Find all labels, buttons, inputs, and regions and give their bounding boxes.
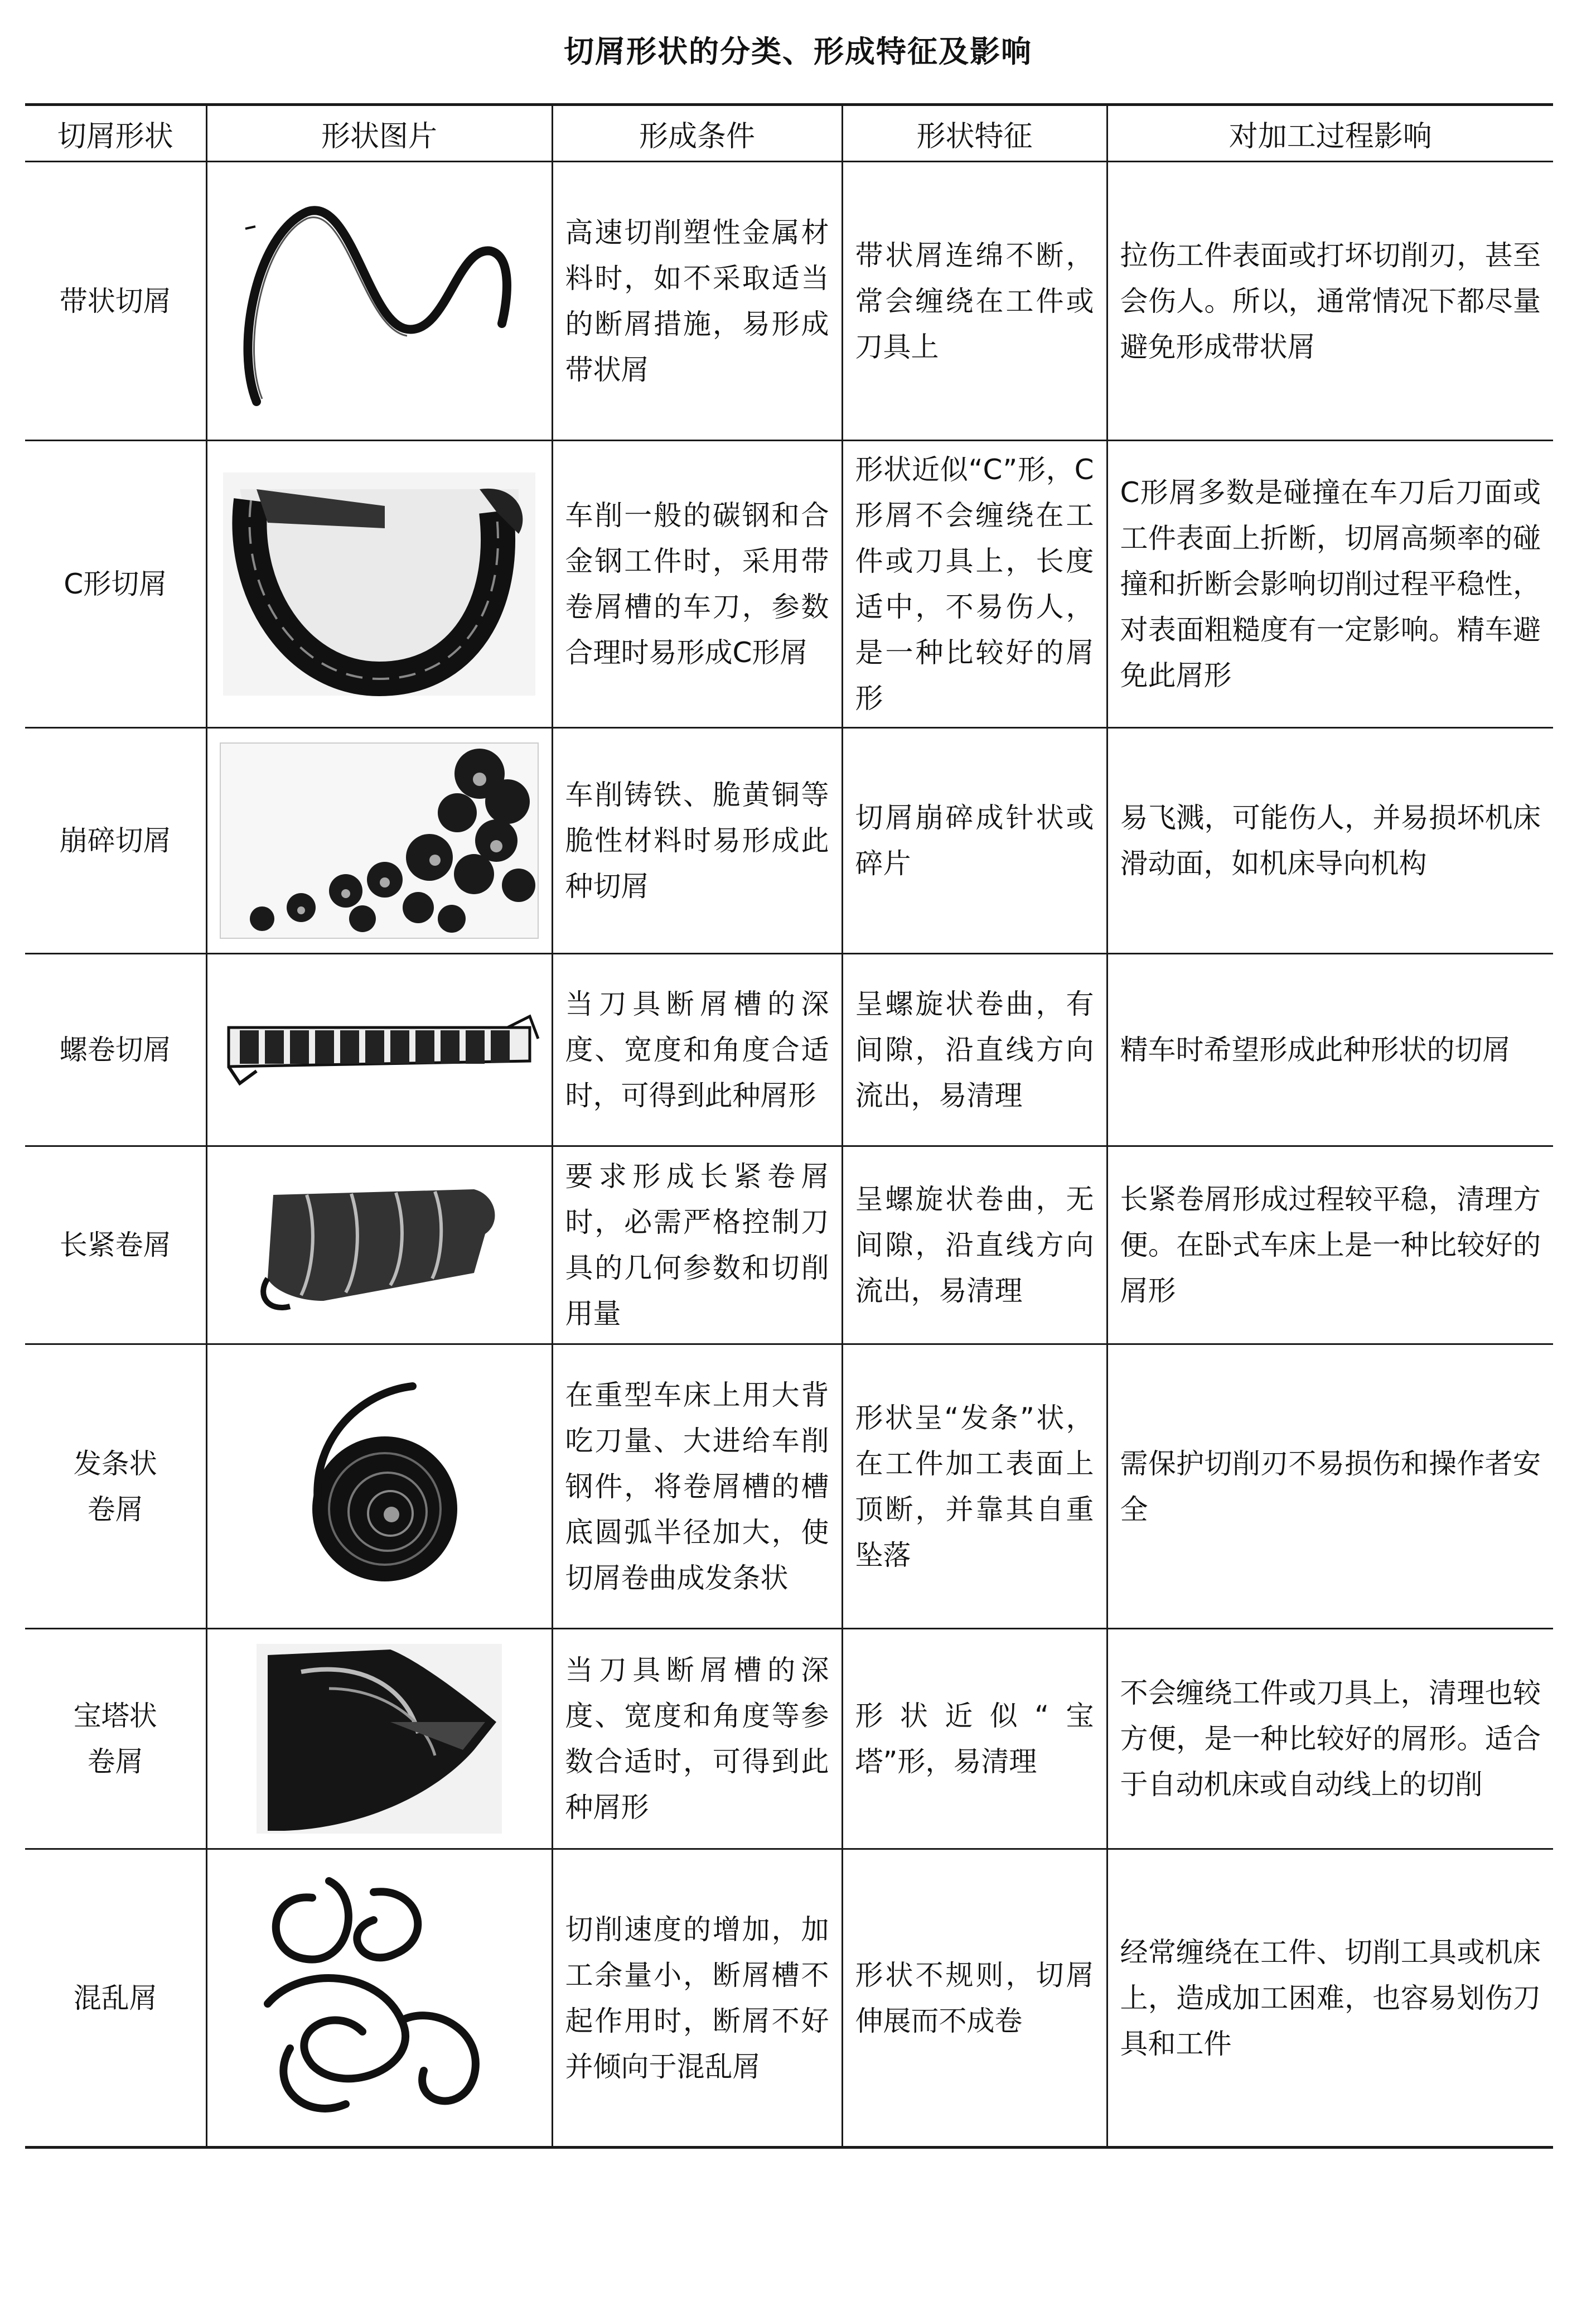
process-effect: 拉伤工件表面或打坏切削刃，甚至会伤人。所以，通常情况下都尽量避免形成带状屑 (1107, 162, 1553, 441)
formation-condition: 车削一般的碳钢和合金钢工件时，采用带卷屑槽的车刀，参数合理时易形成C形屑 (552, 441, 842, 728)
table-row (25, 1344, 1553, 1629)
chip-name: 崩碎切屑 (25, 728, 206, 954)
table-row (25, 441, 1553, 728)
table-header-row (25, 105, 1553, 162)
shape-feature: 呈螺旋状卷曲，有间隙，沿直线方向流出，易清理 (842, 954, 1107, 1146)
process-effect: C形屑多数是碰撞在车刀后刀面或工件表面上折断，切屑高频率的碰撞和折断会影响切削过程平稳性，对表面粗糙度有一定影响。精车避免此屑形 (1107, 441, 1553, 728)
header-process-effect: 对加工过程影响 (1107, 105, 1553, 162)
clock-spring-chip-image (206, 1344, 552, 1629)
fragment-chip-image (206, 728, 552, 954)
chip-name: C形切屑 (25, 441, 206, 728)
chip-name: 发条状 卷屑 (25, 1344, 206, 1629)
table-row (25, 162, 1553, 441)
process-effect: 不会缠绕工件或刀具上，清理也较方便，是一种比较好的屑形。适合于自动机床或自动线上的切削 (1107, 1629, 1553, 1849)
table-row (25, 1146, 1553, 1344)
process-effect: 长紧卷屑形成过程较平稳，清理方便。在卧式车床上是一种比较好的屑形 (1107, 1146, 1553, 1344)
helical-chip-image (206, 954, 552, 1146)
shape-feature: 形状近似“宝塔”形，易清理 (842, 1629, 1107, 1849)
header-shape-image: 形状图片 (206, 105, 552, 162)
table-row (25, 954, 1553, 1146)
shape-feature: 呈螺旋状卷曲，无间隙，沿直线方向流出，易清理 (842, 1146, 1107, 1344)
process-effect: 经常缠绕在工件、切削工具或机床上，造成加工困难，也容易划伤刀具和工件 (1107, 1849, 1553, 2148)
tight-coil-chip-image (206, 1146, 552, 1344)
c-shape-chip-image (206, 441, 552, 728)
header-chip-shape: 切屑形状 (25, 105, 206, 162)
page-title: 切屑形状的分类、形成特征及影响 (564, 34, 1032, 69)
ribbon-chip-image (206, 162, 552, 441)
table-row (25, 1629, 1553, 1849)
chip-name: 混乱屑 (25, 1849, 206, 2148)
formation-condition: 当刀具断屑槽的深度、宽度和角度等参数合适时，可得到此种屑形 (552, 1629, 842, 1849)
shape-feature: 形状不规则，切屑伸展而不成卷 (842, 1849, 1107, 2148)
shape-feature: 切屑崩碎成针状或碎片 (842, 728, 1107, 954)
chip-name: 带状切屑 (25, 162, 206, 441)
shape-feature: 带状屑连绵不断，常会缠绕在工件或刀具上 (842, 162, 1107, 441)
chip-name: 长紧卷屑 (25, 1146, 206, 1344)
shape-feature: 形状近似“C”形，C形屑不会缠绕在工件或刀具上，长度适中，不易伤人，是一种比较好的屑形 (842, 441, 1107, 728)
tangled-chip-image (206, 1849, 552, 2148)
formation-condition: 在重型车床上用大背吃刀量、大进给车削钢件，将卷屑槽的槽底圆弧半径加大，使切屑卷曲成发条状 (552, 1344, 842, 1629)
table-row (25, 728, 1553, 954)
header-shape-feature: 形状特征 (842, 105, 1107, 162)
chip-name: 宝塔状 卷屑 (25, 1629, 206, 1849)
process-effect: 需保护切削刃不易损伤和操作者安全 (1107, 1344, 1553, 1629)
formation-condition: 高速切削塑性金属材料时，如不采取适当的断屑措施，易形成带状屑 (552, 162, 842, 441)
chip-classification-table (25, 103, 1553, 2149)
formation-condition: 当刀具断屑槽的深度、宽度和角度合适时，可得到此种屑形 (552, 954, 842, 1146)
process-effect: 易飞溅，可能伤人，并易损坏机床滑动面，如机床导向机构 (1107, 728, 1553, 954)
formation-condition: 要求形成长紧卷屑时，必需严格控制刀具的几何参数和切削用量 (552, 1146, 842, 1344)
table-row (25, 1849, 1553, 2148)
process-effect: 精车时希望形成此种形状的切屑 (1107, 954, 1553, 1146)
header-formation-condition: 形成条件 (552, 105, 842, 162)
pagoda-chip-image (206, 1629, 552, 1849)
formation-condition: 车削铸铁、脆黄铜等脆性材料时易形成此种切屑 (552, 728, 842, 954)
shape-feature: 形状呈“发条”状，在工件加工表面上顶断，并靠其自重坠落 (842, 1344, 1107, 1629)
chip-name: 螺卷切屑 (25, 954, 206, 1146)
formation-condition: 切削速度的增加，加工余量小，断屑槽不起作用时，断屑不好并倾向于混乱屑 (552, 1849, 842, 2148)
